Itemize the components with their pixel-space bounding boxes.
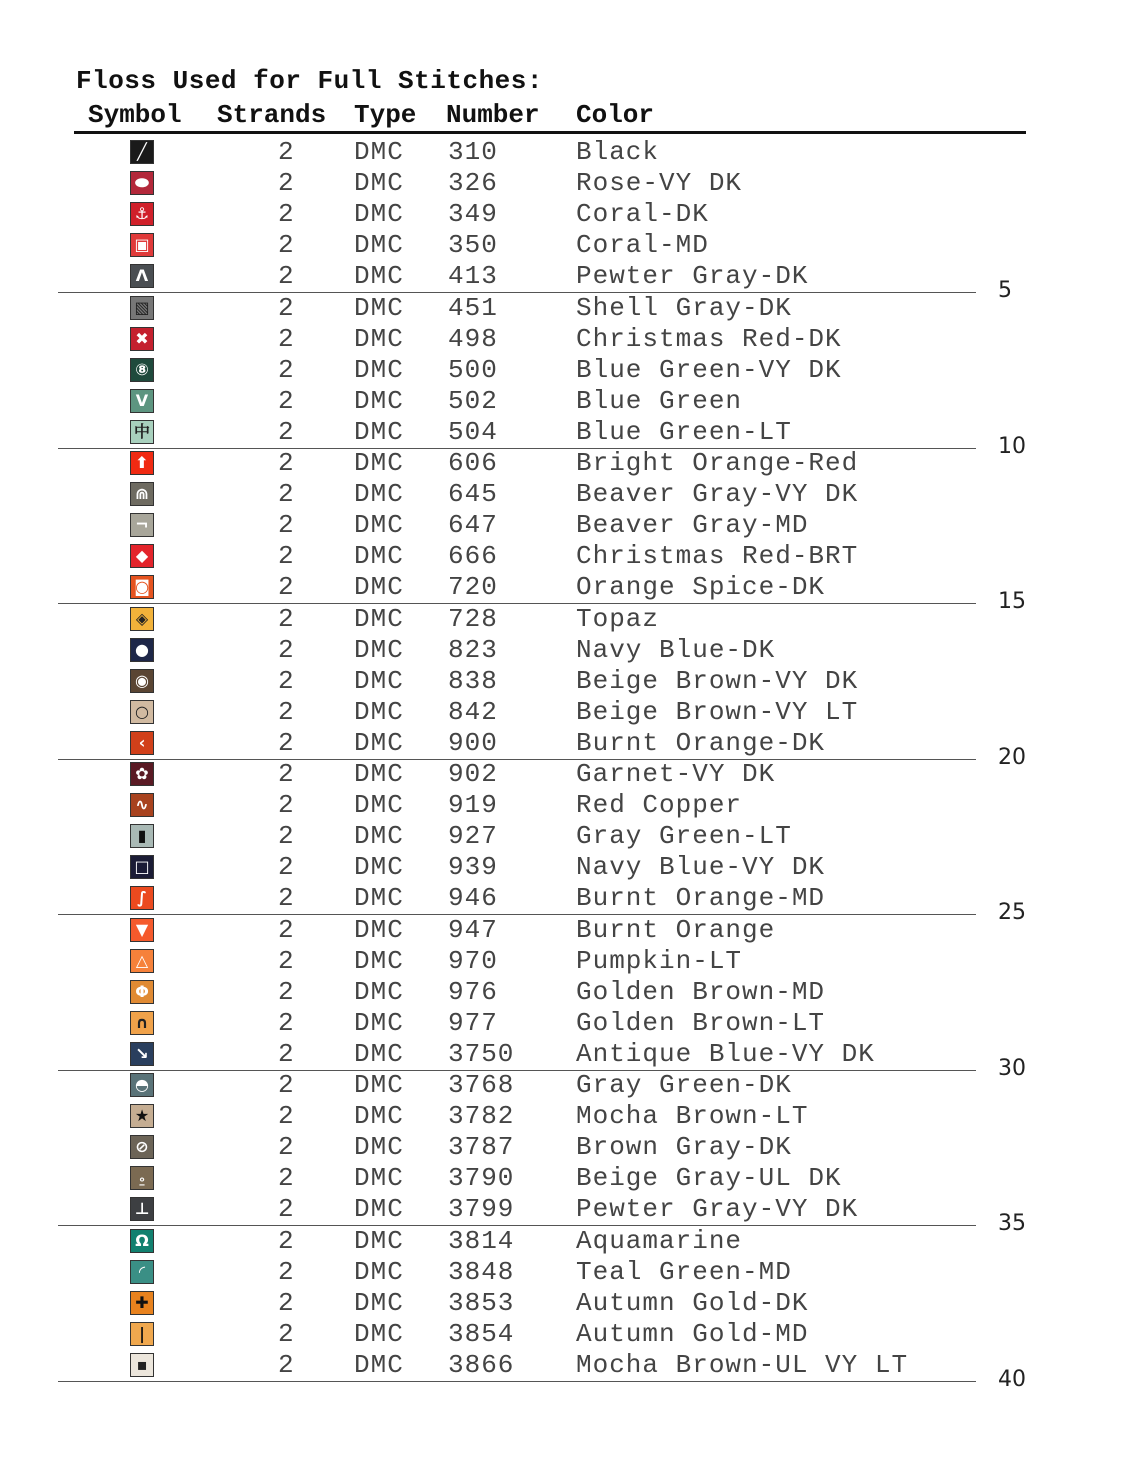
color-name-cell: Christmas Red-BRT bbox=[576, 541, 859, 572]
type-cell: DMC bbox=[354, 541, 404, 572]
strands-cell: 2 bbox=[278, 199, 295, 230]
type-cell: DMC bbox=[354, 199, 404, 230]
number-cell: 326 bbox=[448, 168, 498, 199]
type-cell: DMC bbox=[354, 323, 404, 354]
floss-symbol-icon: △ bbox=[130, 949, 154, 973]
color-name-cell: Garnet-VY DK bbox=[576, 759, 776, 789]
strands-cell: 2 bbox=[278, 292, 295, 323]
type-cell: DMC bbox=[354, 230, 404, 261]
number-cell: 3854 bbox=[448, 1318, 515, 1349]
color-name-cell: Mocha Brown-UL VY LT bbox=[576, 1349, 909, 1380]
floss-symbol-icon: ▮ bbox=[130, 824, 154, 848]
number-cell: 3799 bbox=[448, 1194, 515, 1225]
type-cell: DMC bbox=[354, 759, 404, 789]
table-row bbox=[0, 977, 1140, 1008]
floss-symbol-icon: ◙ bbox=[130, 575, 154, 599]
floss-symbol-icon: ‹ bbox=[130, 731, 154, 755]
type-cell: DMC bbox=[354, 1225, 404, 1256]
strands-cell: 2 bbox=[278, 1256, 295, 1287]
color-name-cell: Burnt Orange-MD bbox=[576, 883, 826, 914]
type-cell: DMC bbox=[354, 572, 404, 603]
strands-cell: 2 bbox=[278, 883, 295, 914]
color-name-cell: Topaz bbox=[576, 603, 660, 634]
type-cell: DMC bbox=[354, 448, 404, 478]
table-row bbox=[0, 790, 1140, 821]
type-cell: DMC bbox=[354, 1101, 404, 1132]
type-cell: DMC bbox=[354, 1318, 404, 1349]
strands-cell: 2 bbox=[278, 1101, 295, 1132]
number-cell: 976 bbox=[448, 976, 498, 1007]
group-separator bbox=[58, 1381, 976, 1382]
table-row bbox=[0, 1350, 1140, 1381]
type-cell: DMC bbox=[354, 1132, 404, 1163]
type-cell: DMC bbox=[354, 696, 404, 727]
number-cell: 939 bbox=[448, 852, 498, 883]
strands-cell: 2 bbox=[278, 1163, 295, 1194]
table-row bbox=[0, 1132, 1140, 1163]
number-cell: 927 bbox=[448, 821, 498, 852]
strands-cell: 2 bbox=[278, 821, 295, 852]
color-name-cell: Gray Green-DK bbox=[576, 1070, 792, 1100]
strands-cell: 2 bbox=[278, 790, 295, 821]
type-cell: DMC bbox=[354, 852, 404, 883]
type-cell: DMC bbox=[354, 1070, 404, 1100]
type-cell: DMC bbox=[354, 1287, 404, 1318]
floss-symbol-icon: ✚ bbox=[130, 1291, 154, 1315]
color-name-cell: Beaver Gray-VY DK bbox=[576, 479, 859, 510]
table-row bbox=[0, 293, 1140, 324]
floss-symbol-icon: ◉ bbox=[130, 669, 154, 693]
table-row bbox=[0, 510, 1140, 541]
table-row bbox=[0, 417, 1140, 448]
number-cell: 3790 bbox=[448, 1163, 515, 1194]
type-cell: DMC bbox=[354, 665, 404, 696]
floss-symbol-icon: Λ bbox=[130, 264, 154, 288]
table-row bbox=[0, 137, 1140, 168]
floss-symbol-icon: ∫ bbox=[130, 886, 154, 910]
table-row bbox=[0, 697, 1140, 728]
strands-cell: 2 bbox=[278, 510, 295, 541]
floss-symbol-icon: ▧ bbox=[130, 296, 154, 320]
type-cell: DMC bbox=[354, 261, 404, 292]
strands-cell: 2 bbox=[278, 1007, 295, 1038]
type-cell: DMC bbox=[354, 727, 404, 758]
color-name-cell: Pumpkin-LT bbox=[576, 945, 743, 976]
row-count-marker: 25 bbox=[998, 900, 1026, 925]
floss-symbol-icon: ◆ bbox=[130, 544, 154, 568]
floss-symbol-icon: ▼ bbox=[130, 918, 154, 942]
color-name-cell: Teal Green-MD bbox=[576, 1256, 792, 1287]
table-row bbox=[0, 1008, 1140, 1039]
number-cell: 947 bbox=[448, 914, 498, 945]
color-name-cell: Pewter Gray-VY DK bbox=[576, 1194, 859, 1225]
header-strands: Strands bbox=[217, 100, 327, 130]
table-row bbox=[0, 821, 1140, 852]
floss-symbol-icon: ⊥ bbox=[130, 1197, 154, 1221]
number-cell: 3853 bbox=[448, 1287, 515, 1318]
strands-cell: 2 bbox=[278, 385, 295, 416]
table-row bbox=[0, 1194, 1140, 1225]
color-name-cell: Red Copper bbox=[576, 790, 743, 821]
strands-cell: 2 bbox=[278, 1225, 295, 1256]
type-cell: DMC bbox=[354, 914, 404, 945]
type-cell: DMC bbox=[354, 603, 404, 634]
strands-cell: 2 bbox=[278, 230, 295, 261]
floss-symbol-icon: □ bbox=[130, 855, 154, 879]
type-cell: DMC bbox=[354, 790, 404, 821]
strands-cell: 2 bbox=[278, 137, 295, 167]
table-row bbox=[0, 946, 1140, 977]
strands-cell: 2 bbox=[278, 168, 295, 199]
floss-symbol-icon: ✿ bbox=[130, 762, 154, 786]
number-cell: 504 bbox=[448, 416, 498, 447]
strands-cell: 2 bbox=[278, 323, 295, 354]
type-cell: DMC bbox=[354, 168, 404, 199]
color-name-cell: Christmas Red-DK bbox=[576, 323, 842, 354]
strands-cell: 2 bbox=[278, 945, 295, 976]
color-name-cell: Black bbox=[576, 137, 660, 167]
floss-symbol-icon: ¬ bbox=[130, 513, 154, 537]
color-name-cell: Shell Gray-DK bbox=[576, 292, 792, 323]
header-color: Color bbox=[576, 100, 655, 130]
table-row bbox=[0, 1226, 1140, 1257]
strands-cell: 2 bbox=[278, 1287, 295, 1318]
color-name-cell: Pewter Gray-DK bbox=[576, 261, 809, 292]
floss-symbol-icon: ⋒ bbox=[130, 482, 154, 506]
number-cell: 823 bbox=[448, 634, 498, 665]
table-row bbox=[0, 1319, 1140, 1350]
color-name-cell: Brown Gray-DK bbox=[576, 1132, 792, 1163]
type-cell: DMC bbox=[354, 976, 404, 1007]
color-name-cell: Bright Orange-Red bbox=[576, 448, 859, 478]
strands-cell: 2 bbox=[278, 1038, 295, 1069]
table-row bbox=[0, 1039, 1140, 1070]
color-name-cell: Blue Green-LT bbox=[576, 416, 792, 447]
strands-cell: 2 bbox=[278, 914, 295, 945]
color-name-cell: Beige Brown-VY DK bbox=[576, 665, 859, 696]
floss-symbol-icon: ● bbox=[130, 638, 154, 662]
color-name-cell: Autumn Gold-DK bbox=[576, 1287, 809, 1318]
strands-cell: 2 bbox=[278, 416, 295, 447]
table-row bbox=[0, 448, 1140, 479]
table-row bbox=[0, 604, 1140, 635]
number-cell: 720 bbox=[448, 572, 498, 603]
number-cell: 970 bbox=[448, 945, 498, 976]
type-cell: DMC bbox=[354, 479, 404, 510]
table-row bbox=[0, 324, 1140, 355]
number-cell: 977 bbox=[448, 1007, 498, 1038]
table-row bbox=[0, 261, 1140, 292]
number-cell: 3768 bbox=[448, 1070, 515, 1100]
strands-cell: 2 bbox=[278, 1349, 295, 1380]
table-row bbox=[0, 572, 1140, 603]
color-name-cell: Orange Spice-DK bbox=[576, 572, 826, 603]
floss-symbol-icon: ∿ bbox=[130, 793, 154, 817]
floss-symbol-icon: ○ bbox=[130, 700, 154, 724]
table-row bbox=[0, 666, 1140, 697]
floss-symbol-icon: Φ bbox=[130, 980, 154, 1004]
number-cell: 413 bbox=[448, 261, 498, 292]
header-number: Number bbox=[446, 100, 540, 130]
number-cell: 728 bbox=[448, 603, 498, 634]
table-row bbox=[0, 1288, 1140, 1319]
floss-symbol-icon: ↘ bbox=[130, 1042, 154, 1066]
color-name-cell: Autumn Gold-MD bbox=[576, 1318, 809, 1349]
floss-symbol-icon: | bbox=[130, 1322, 154, 1346]
number-cell: 946 bbox=[448, 883, 498, 914]
color-name-cell: Aquamarine bbox=[576, 1225, 743, 1256]
type-cell: DMC bbox=[354, 137, 404, 167]
strands-cell: 2 bbox=[278, 448, 295, 478]
page-title: Floss Used for Full Stitches: bbox=[76, 66, 543, 96]
type-cell: DMC bbox=[354, 1349, 404, 1380]
row-count-marker: 10 bbox=[998, 433, 1026, 459]
color-name-cell: Golden Brown-MD bbox=[576, 976, 826, 1007]
strands-cell: 2 bbox=[278, 479, 295, 510]
floss-symbol-icon: ⬆ bbox=[130, 451, 154, 475]
strands-cell: 2 bbox=[278, 603, 295, 634]
table-row bbox=[0, 728, 1140, 759]
strands-cell: 2 bbox=[278, 852, 295, 883]
floss-symbol-icon: ◓ bbox=[130, 1073, 154, 1097]
type-cell: DMC bbox=[354, 1163, 404, 1194]
row-count-marker: 30 bbox=[998, 1055, 1026, 1081]
strands-cell: 2 bbox=[278, 354, 295, 385]
number-cell: 3750 bbox=[448, 1038, 515, 1069]
table-row bbox=[0, 355, 1140, 386]
color-name-cell: Golden Brown-LT bbox=[576, 1007, 826, 1038]
floss-symbol-icon: ★ bbox=[130, 1104, 154, 1128]
type-cell: DMC bbox=[354, 1038, 404, 1069]
table-row bbox=[0, 1257, 1140, 1288]
color-name-cell: Rose-VY DK bbox=[576, 168, 743, 199]
strands-cell: 2 bbox=[278, 1194, 295, 1225]
table-row bbox=[0, 759, 1140, 790]
type-cell: DMC bbox=[354, 416, 404, 447]
strands-cell: 2 bbox=[278, 665, 295, 696]
type-cell: DMC bbox=[354, 1007, 404, 1038]
type-cell: DMC bbox=[354, 634, 404, 665]
color-name-cell: Coral-MD bbox=[576, 230, 709, 261]
number-cell: 350 bbox=[448, 230, 498, 261]
color-name-cell: Navy Blue-VY DK bbox=[576, 852, 826, 883]
strands-cell: 2 bbox=[278, 696, 295, 727]
color-name-cell: Blue Green-VY DK bbox=[576, 354, 842, 385]
type-cell: DMC bbox=[354, 385, 404, 416]
color-name-cell: Beige Gray-UL DK bbox=[576, 1163, 842, 1194]
number-cell: 842 bbox=[448, 696, 498, 727]
strands-cell: 2 bbox=[278, 261, 295, 292]
number-cell: 3814 bbox=[448, 1225, 515, 1256]
number-cell: 3782 bbox=[448, 1101, 515, 1132]
table-row bbox=[0, 230, 1140, 261]
number-cell: 502 bbox=[448, 385, 498, 416]
floss-symbol-icon: ⍛ bbox=[130, 1166, 154, 1190]
number-cell: 310 bbox=[448, 137, 498, 167]
strands-cell: 2 bbox=[278, 541, 295, 572]
type-cell: DMC bbox=[354, 883, 404, 914]
number-cell: 606 bbox=[448, 448, 498, 478]
strands-cell: 2 bbox=[278, 1132, 295, 1163]
color-name-cell: Beaver Gray-MD bbox=[576, 510, 809, 541]
floss-symbol-icon: ✖ bbox=[130, 327, 154, 351]
floss-symbol-icon: 中 bbox=[130, 420, 154, 444]
row-count-marker: 35 bbox=[998, 1211, 1026, 1236]
strands-cell: 2 bbox=[278, 572, 295, 603]
floss-symbol-icon: V bbox=[130, 389, 154, 413]
number-cell: 919 bbox=[448, 790, 498, 821]
color-name-cell: Beige Brown-VY LT bbox=[576, 696, 859, 727]
header-type: Type bbox=[354, 100, 417, 130]
number-cell: 647 bbox=[448, 510, 498, 541]
strands-cell: 2 bbox=[278, 727, 295, 758]
number-cell: 349 bbox=[448, 199, 498, 230]
color-name-cell: Blue Green bbox=[576, 385, 743, 416]
number-cell: 902 bbox=[448, 759, 498, 789]
color-name-cell: Gray Green-LT bbox=[576, 821, 792, 852]
floss-symbol-icon: Ω bbox=[130, 1229, 154, 1253]
table-row bbox=[0, 1070, 1140, 1101]
color-name-cell: Mocha Brown-LT bbox=[576, 1101, 809, 1132]
floss-symbol-icon: ⑧ bbox=[130, 358, 154, 382]
number-cell: 3787 bbox=[448, 1132, 515, 1163]
color-name-cell: Navy Blue-DK bbox=[576, 634, 776, 665]
table-row bbox=[0, 1101, 1140, 1132]
row-count-marker: 40 bbox=[998, 1366, 1026, 1392]
floss-symbol-icon: ▣ bbox=[130, 233, 154, 257]
table-row bbox=[0, 386, 1140, 417]
number-cell: 645 bbox=[448, 479, 498, 510]
floss-symbol-icon: ⚓ bbox=[130, 202, 154, 226]
floss-symbol-icon: ⬬ bbox=[130, 171, 154, 195]
strands-cell: 2 bbox=[278, 976, 295, 1007]
type-cell: DMC bbox=[354, 354, 404, 385]
floss-symbol-icon: ◜ bbox=[130, 1260, 154, 1284]
number-cell: 666 bbox=[448, 541, 498, 572]
strands-cell: 2 bbox=[278, 1070, 295, 1100]
strands-cell: 2 bbox=[278, 634, 295, 665]
number-cell: 838 bbox=[448, 665, 498, 696]
number-cell: 500 bbox=[448, 354, 498, 385]
type-cell: DMC bbox=[354, 1194, 404, 1225]
table-row bbox=[0, 479, 1140, 510]
number-cell: 3866 bbox=[448, 1349, 515, 1380]
strands-cell: 2 bbox=[278, 1318, 295, 1349]
floss-symbol-icon: ▪ bbox=[130, 1353, 154, 1377]
table-row bbox=[0, 541, 1140, 572]
number-cell: 498 bbox=[448, 323, 498, 354]
row-count-marker: 20 bbox=[998, 744, 1026, 770]
table-row bbox=[0, 199, 1140, 230]
strands-cell: 2 bbox=[278, 759, 295, 789]
type-cell: DMC bbox=[354, 510, 404, 541]
table-row bbox=[0, 883, 1140, 914]
type-cell: DMC bbox=[354, 292, 404, 323]
table-row bbox=[0, 635, 1140, 666]
type-cell: DMC bbox=[354, 945, 404, 976]
row-count-marker: 15 bbox=[998, 589, 1026, 614]
color-name-cell: Burnt Orange-DK bbox=[576, 727, 826, 758]
type-cell: DMC bbox=[354, 821, 404, 852]
number-cell: 3848 bbox=[448, 1256, 515, 1287]
header-symbol: Symbol bbox=[88, 100, 182, 130]
floss-symbol-icon: ⊘ bbox=[130, 1135, 154, 1159]
floss-symbol-icon: ◈ bbox=[130, 607, 154, 631]
table-row bbox=[0, 1163, 1140, 1194]
table-row bbox=[0, 852, 1140, 883]
floss-symbol-icon: ∩ bbox=[130, 1011, 154, 1035]
number-cell: 900 bbox=[448, 727, 498, 758]
row-count-marker: 5 bbox=[998, 278, 1012, 303]
color-name-cell: Antique Blue-VY DK bbox=[576, 1038, 875, 1069]
color-name-cell: Coral-DK bbox=[576, 199, 709, 230]
floss-symbol-icon: ╱ bbox=[130, 140, 154, 164]
color-name-cell: Burnt Orange bbox=[576, 914, 776, 945]
number-cell: 451 bbox=[448, 292, 498, 323]
type-cell: DMC bbox=[354, 1256, 404, 1287]
table-row bbox=[0, 915, 1140, 946]
table-row bbox=[0, 168, 1140, 199]
